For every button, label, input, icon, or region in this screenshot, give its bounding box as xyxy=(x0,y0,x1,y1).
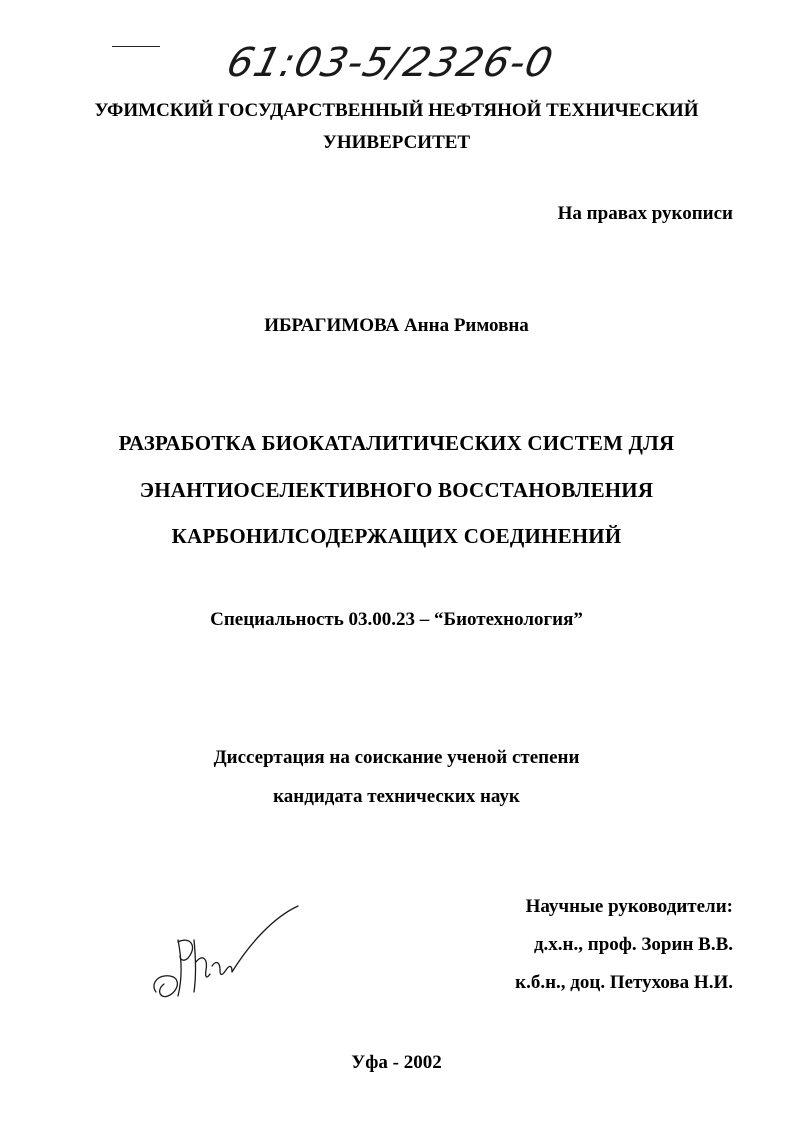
handwritten-catalog-number: 61:03-5/2326-0 xyxy=(222,40,559,86)
advisors-heading: Научные руководители: xyxy=(525,896,733,917)
advisor-2: к.б.н., доц. Петухова Н.И. xyxy=(515,972,733,993)
dissertation-title-line1: РАЗРАБОТКА БИОКАТАЛИТИЧЕСКИХ СИСТЕМ ДЛЯ xyxy=(118,431,675,455)
university-name-line1: УФИМСКИЙ ГОСУДАРСТВЕННЫЙ НЕФТЯНОЙ ТЕХНИЧЕСКИЙ xyxy=(94,100,699,121)
place-and-year: Уфа - 2002 xyxy=(351,1052,442,1073)
specialty-line: Специальность 03.00.23 – “Биотехнология” xyxy=(210,609,583,630)
manuscript-note: На правах рукописи xyxy=(557,203,733,224)
author-name: ИБРАГИМОВА Анна Римовна xyxy=(264,315,529,336)
dissertation-title-line2: ЭНАНТИОСЕЛЕКТИВНОГО ВОССТАНОВЛЕНИЯ xyxy=(139,478,654,502)
signature-icon xyxy=(148,900,308,1010)
degree-line1: Диссертация на соискание ученой степени xyxy=(213,747,580,768)
university-name-line2: УНИВЕРСИТЕТ xyxy=(322,132,471,153)
advisor-1: д.х.н., проф. Зорин В.В. xyxy=(533,934,733,955)
top-margin-mark xyxy=(112,46,160,47)
dissertation-title-line3: КАРБОНИЛСОДЕРЖАЩИХ СОЕДИНЕНИЙ xyxy=(171,524,622,548)
degree-line2: кандидата технических наук xyxy=(273,786,520,807)
